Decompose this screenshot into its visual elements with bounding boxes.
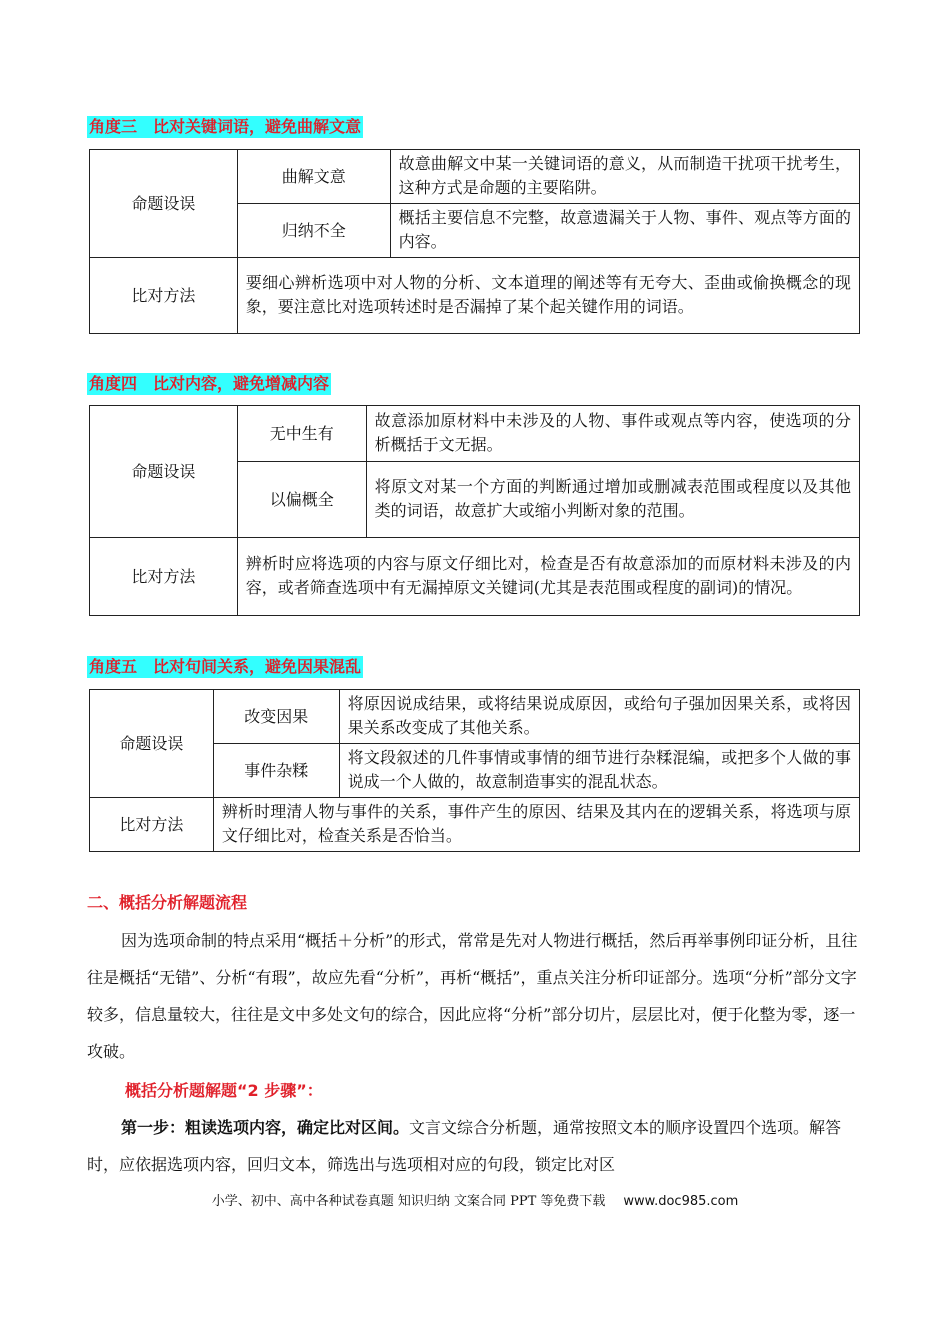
error-description: 故意曲解文中某一关键词语的意义，从而制造干扰项干扰考生，这种方式是命题的主要陷阱。: [390, 150, 859, 204]
step-text: 文言文综合分析题，通常按照文本的顺序设置四个选项。解答时，应依据选项内容，回归文本，筛选出与选项相对应的句段，锁定比对区: [87, 1118, 842, 1174]
section-heading: 角度四 比对内容，避免增减内容: [89, 374, 330, 393]
error-description: 将原文对某一个方面的判断通过增加或删减表范围或程度以及其他类的词语，故意扩大或缩小判断对象的范围。: [366, 462, 859, 538]
row-label-method: 比对方法: [90, 538, 238, 616]
error-description: 将原因说成结果，或将结果说成原因，或给句子强加因果关系，或将因果关系改变成了其他关系。: [339, 690, 859, 744]
row-label-method: 比对方法: [90, 798, 214, 852]
step-paragraph: [87, 1109, 870, 1183]
page-footer: [0, 1190, 950, 1209]
comparison-table: [89, 689, 860, 852]
error-description: 概括主要信息不完整，故意遗漏关于人物、事件、观点等方面的内容。: [390, 204, 859, 258]
error-type: 改变因果: [213, 690, 339, 744]
section-heading: 角度三 比对关键词语，避免曲解文意: [89, 117, 362, 136]
row-label-method: 比对方法: [90, 258, 238, 334]
body-paragraph: 因为选项命制的特点采用“概括＋分析”的形式，常常是先对人物进行概括，然后再举事例印证分析，且往往是概括“无错”、分析“有瑕”，故应先看“分析”，再析“概括”，重点关注分析印证部分。选项“分析”部分文字较多，信息量较大，往往是文中多处文句的综合，因此应将“分析”部分切片，层层比对，便于化整为零，逐一攻破。: [87, 931, 858, 1061]
method-description: 辨析时应将选项的内容与原文仔细比对，检查是否有故意添加的而原材料未涉及的内容，或者筛查选项中有无漏掉原文关键词(尤其是表范围或程度的副词)的情况。: [237, 538, 859, 616]
section-title: 二、概括分析解题流程: [87, 893, 248, 912]
error-type: 以偏概全: [237, 462, 366, 538]
footer-text: 小学、初中、高中各种试卷真题 知识归纳 文案合同 PPT 等免费下载: [211, 1194, 606, 1209]
method-description: 辨析时理清人物与事件的关系，事件产生的原因、结果及其内在的逻辑关系，将选项与原文仔细比对，检查关系是否恰当。: [213, 798, 859, 852]
row-label-setup: 命题设误: [90, 406, 238, 538]
error-description: 将文段叙述的几件事情或事情的细节进行杂糅混编，或把多个人做的事说成一个人做的，故意制造事实的混乱状态。: [339, 744, 859, 798]
row-label-setup: 命题设误: [90, 690, 214, 798]
error-type: 曲解文意: [237, 150, 390, 204]
footer-site: www.doc985.com: [623, 1194, 739, 1209]
section-heading: 角度五 比对句间关系，避免因果混乱: [89, 657, 362, 676]
comparison-table: [89, 149, 860, 334]
steps-title: 概括分析题解题“2 步骤”：: [125, 1081, 323, 1100]
error-type: 归纳不全: [237, 204, 390, 258]
comparison-table: [89, 405, 860, 616]
error-type: 事件杂糅: [213, 744, 339, 798]
method-description: 要细心辨析选项中对人物的分析、文本道理的阐述等有无夸大、歪曲或偷换概念的现象，要注意比对选项转述时是否漏掉了某个起关键作用的词语。: [237, 258, 859, 334]
row-label-setup: 命题设误: [90, 150, 238, 258]
step-lead: 第一步：粗读选项内容，确定比对区间。: [121, 1118, 410, 1137]
error-description: 故意添加原材料中未涉及的人物、事件或观点等内容，使选项的分析概括于文无据。: [366, 406, 859, 462]
error-type: 无中生有: [237, 406, 366, 462]
